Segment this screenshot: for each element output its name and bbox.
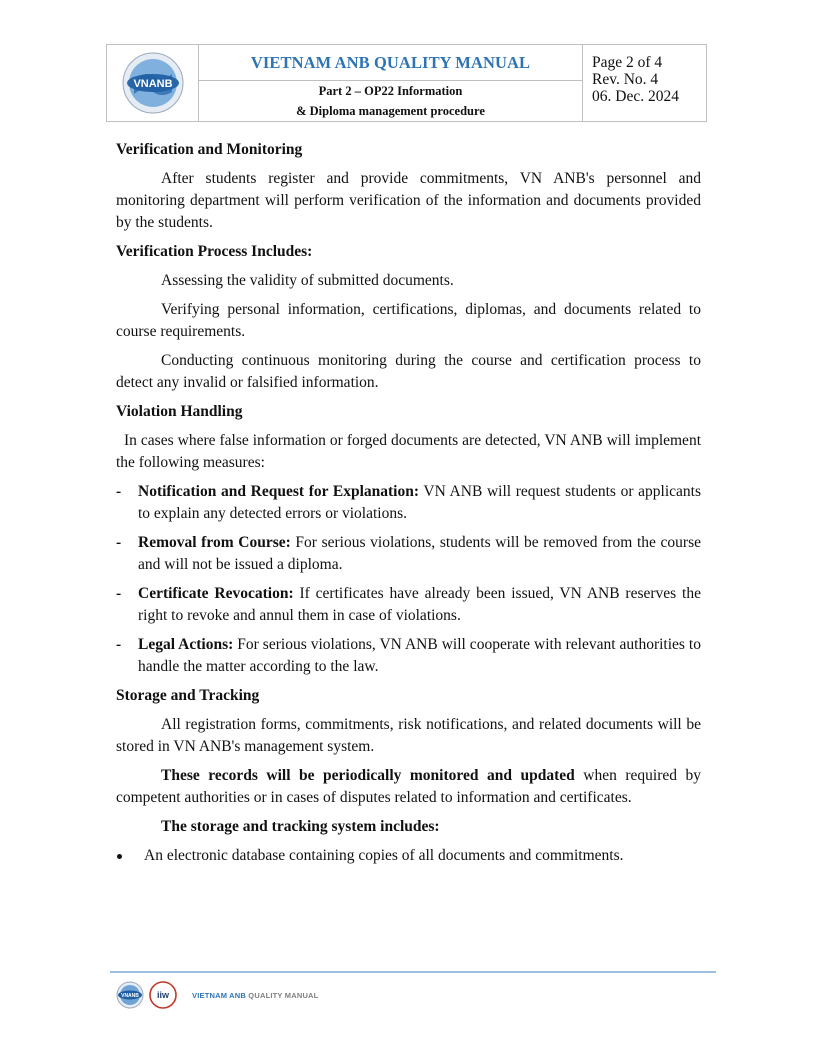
measure-term: Legal Actions: [138,636,234,653]
svg-text:iiw: iiw [156,990,170,1000]
section-heading-violation: Violation Handling [116,403,243,420]
document-body [116,139,701,867]
revision-number: Rev. No. 4 [592,71,659,88]
dash-marker: - [116,585,122,602]
list-item [116,532,701,576]
storage-paragraph-2 [116,765,701,809]
storage-bullet-list [116,845,701,867]
dash-marker: - [116,534,122,551]
header-logo-cell [107,45,199,121]
manual-title: VIETNAM ANB QUALITY MANUAL [199,45,582,81]
process-item-3: Conducting continuous monitoring during the course and certification process to detect any invalid or falsified information. [116,352,701,391]
list-item [116,481,701,525]
header-info-cell [583,45,706,121]
svg-text:VNANB: VNANB [132,78,173,90]
footer-vnanb-logo [116,981,144,1009]
procedure-subtitle [199,81,582,121]
header-title-cell [199,45,583,121]
document-header [106,44,707,122]
storage-emphasis: These records will be periodically monitored and updated [161,767,575,784]
measure-term: Removal from Course: [138,534,291,551]
footer-caption-blue: VIETNAM ANB [192,990,247,1000]
document-footer [116,981,318,1009]
list-item [116,583,701,627]
svg-text:VNANB: VNANB [121,993,139,999]
measure-text: For serious violations, VN ANB will cooperate with relevant authorities to handle the matter according to the law. [138,636,701,675]
measure-term: Certificate Revocation: [138,585,294,602]
footer-iiw-logo [148,981,178,1009]
storage-rest: when required by competent authorities or in cases of disputes related to information and certificates. [116,767,701,806]
section-heading-storage: Storage and Tracking [116,687,260,704]
footer-caption-gray: QUALITY MANUAL [246,990,319,1000]
measure-term: Notification and Request for Explanation: [138,483,419,500]
measure-text: If certificates have already been issued, VN ANB reserves the right to revoke and annul them in case of violations. [138,585,701,624]
storage-paragraph-1: All registration forms, commitments, risk notifications, and related documents will be stored in VN ANB's management system. [116,716,701,755]
measure-text: VN ANB will request students or applicants to explain any detected errors or violations. [138,483,701,522]
dash-marker: - [116,636,122,653]
measures-list [116,481,701,678]
bullet-text: An electronic database containing copies of all documents and commitments. [144,847,624,864]
footer-divider [110,971,716,973]
subtitle-line-1: Part 2 – OP22 Information [318,84,463,98]
process-item-1: Assessing the validity of submitted documents. [161,272,454,289]
revision-date: 06. Dec. 2024 [592,88,679,105]
footer-caption [192,991,318,1000]
process-item-2: Verifying personal information, certifications, diplomas, and documents related to course requirements. [116,301,701,340]
bullet-icon [117,854,122,859]
page-number: Page 2 of 4 [592,54,663,71]
violation-intro: In cases where false information or forged documents are detected, VN ANB will implement the following measures: [116,432,701,471]
dash-marker: - [116,483,122,500]
measure-text: For serious violations, students will be removed from the course and will not be issued a diploma. [138,534,701,573]
section-heading-verification: Verification and Monitoring [116,141,303,158]
verification-paragraph: After students register and provide commitments, VN ANB's personnel and monitoring department will perform verification of the information and documents provided by the students. [116,170,701,231]
list-item [116,845,701,867]
storage-system-heading: The storage and tracking system includes: [161,818,440,835]
list-item [116,634,701,678]
subtitle-line-2: & Diploma management procedure [296,104,485,118]
vnanb-logo [122,52,184,114]
section-heading-process: Verification Process Includes: [116,243,313,260]
